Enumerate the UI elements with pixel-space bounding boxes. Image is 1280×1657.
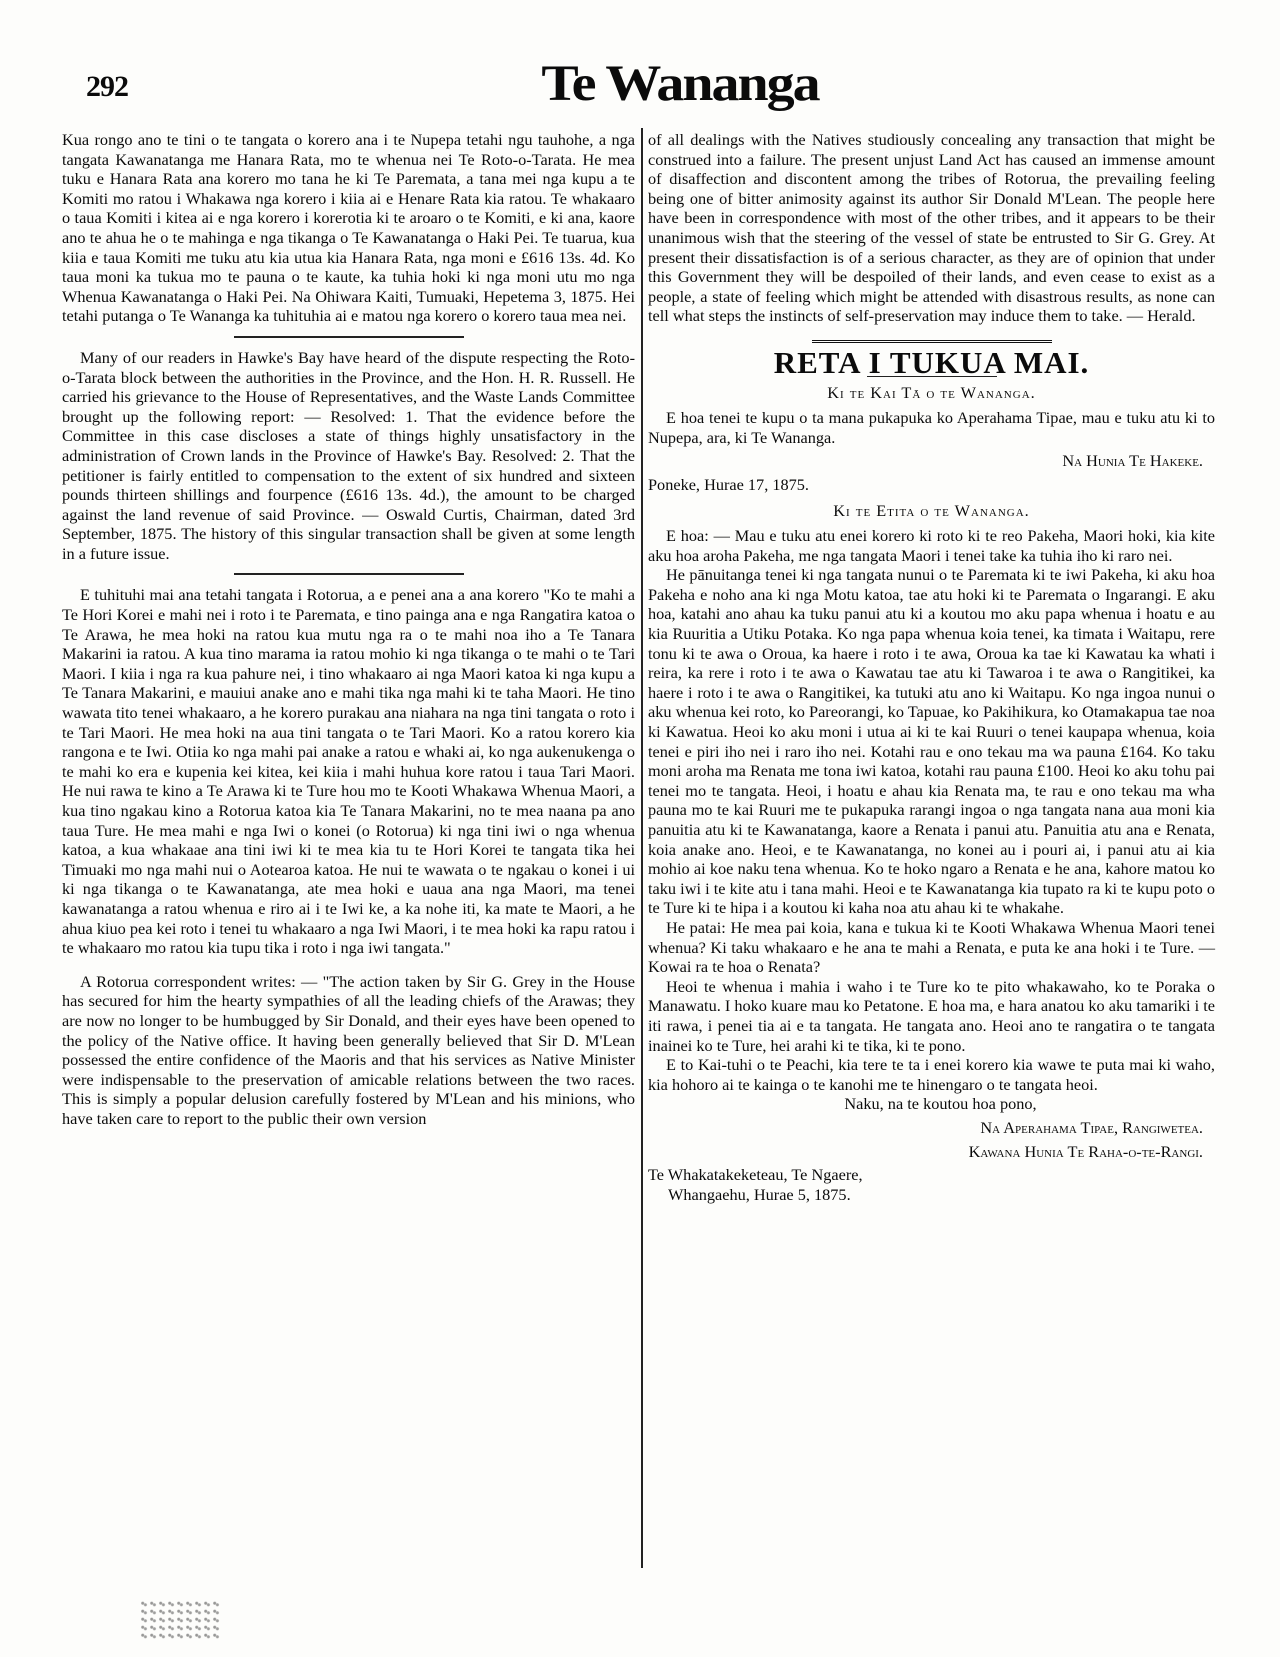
closing-line: Naku, na te koutou hoa pono, — [844, 1094, 1037, 1114]
letter-paragraph: E to Kai-tuhi o te Peachi, kia tere te ta i enei korero kia wawe te puta mai ki waho, kia hohoro ai te kainga o te kanohi me te hinengaro o te tangata heoi. — [648, 1055, 1215, 1094]
divider — [234, 336, 464, 338]
article-english-rototarata: Many of our readers in Hawke's Bay have heard of the dispute respecting the Roto-o-Tarata block between the authorities in the Province, and the Hon. H. R. Russell. He carried his grievance to the House of Representatives, and the Waste Lands Committee brought up the following report: — Resolved: 1. That the evidence before the Committee in this case discloses a state of things highly unsatisfactory in the administration of Crown lands in the Province of Hawke's Bay. Resolved: 2. That the petitioner is fairly entitled to compensation to the extent of six hundred and sixteen pounds thirteen shillings and fourpence (£616 13s. 4d.), the amount to be charged against the land revenue of said Province. — Oswald Curtis, Chairman, dated 3rd September, 1875. The history of this singular transaction shall be given at some length in a future issue. — [62, 347, 635, 563]
article-english-rotorua: A Rotorua correspondent writes: — "The action taken by Sir G. Grey in the House has secured for him the hearty sympathies of all the leading chiefs of the Arawas; they are now no longer to be humbugged by Sir Donald, and their eyes have been opened to the policy of the Native office. It having been generally believed that Sir D. M'Lean possessed the entire confidence of the Maoris and that his services as Native Minister were indispensable to the preservation of amicable relations between the two races. This is simply a popular delusion carefully fostered by M'Lean and his minions, who have taken care to report to the public their own version — [62, 971, 635, 1128]
masthead-title: Te Wananga — [541, 56, 819, 112]
column-divider — [641, 128, 643, 1568]
divider — [234, 573, 464, 575]
letter-intro: E hoa tenei te kupu o ta mana pukapuka ko Aperahama Tipae, mau e tuku atu ki to Nupepa, ara, ki Te Wananga. — [648, 408, 1215, 447]
article-maori-rototarata: Kua rongo ano te tini o te tangata o korero ana i te Nupepa tetahi ngu tauhohe, a nga tangata Kawanatanga me Hanara Rata, mo te whenua nei Te Roto-o-Tarata. He mea tuku e Hanara Rata ana korero mo tana he ki Te Paremata, a tana mei nga kupu a te Komiti mo ratou i Whakawa nga korero i kiia ai e Henare Rata kia ratou. Te whakaaro o taua Komiti i kitea ai e nga korero i korerotia ki te aroaro o te Komiti, e ki ana, kaore ano te ahua he o te mahinga e nga tikanga o Te Kawanatanga o Haki Pei. Te tuarua, kua kiia e taua Komiti me tuku atu kia utua kia Hanara Rata, nga moni e £616 13s. 4d. Ko taua moni ka tukua mo te pauna o te kaute, ka tuhia hoki ki nga moni utu mo nga Whenua Kawanatanga o Haki Pei. Na Ohiwara Kaiti, Tumuaki, Hepetema 3, 1875. Hei tetahi putanga o Te Wananga ka tuhituhia ai e matou nga korero o korero taua mea nei. — [62, 130, 635, 326]
right-column — [648, 130, 1215, 1204]
signature: Na Hunia Te Hakeke. — [1062, 451, 1203, 471]
address-line: Ki te Kai Tā o te Wananga. — [827, 382, 1036, 402]
left-column — [62, 130, 635, 1129]
article-english-continued: of all dealings with the Natives studiously concealing any transaction that might be construed into a failure. The present unjust Land Act has caused an immense amount of disaffection and discontent among the tribes of Rotorua, the prevailing feeling being one of bitter animosity against its author Sir Donald M'Lean. The people here have been in correspondence with most of the other tribes, and it appears to be their unanimous wish that the steering of the vessel of state be entrusted to Sir G. Grey. At present their dissatisfaction is of a serious character, as they are of opinion that under this Government they will be despoiled of their lands, and even cease to exist as a people, a state of feeling which might be attended with disastrous results, as none can tell what steps the instincts of self-preservation may induce them to take. — Herald. — [648, 130, 1215, 326]
dateline: Whangaehu, Hurae 5, 1875. — [668, 1184, 851, 1204]
address-line: Ki te Etita o te Wananga. — [833, 500, 1030, 520]
article-maori-rotorua: E tuhituhi mai ana tetahi tangata i Rotorua, a e penei ana a ana korero "Ko te mahi a Te Hori Korei e mahi nei i roto i te Paremata, e tino painga ana e nga Rangatira katoa o Te Arawa, he mea hoki na ratou kua mutu nga ra o te mahi noa iho a Te Tanara Makarini ia ratou. A kua tino marama ia ratou mohio ki nga tikanga o te mahi o te Tari Maori. I kiia i nga ra kua pahure nei, i tino whakaaro ai nga Maori katoa ki nga kupu a Te Tanara Makarini, e mauiui anake ano e mahi tika nga mahi ki te taha Maori. He tino wawata tito tenei whakaaro, a he korero purakau ana niahara na nga tini tangata o roto i te Tari Maori. He mea hoki na aua tini tangata o te Tari Maori. Ko a ratou korero kia rangona e te Iwi. Otiia ko nga mahi pai anake a ratou e whaki ai, ko nga aukenukenga o te mahi ko era e kupenia kei kitea, kei kiia i mahi huhua kore ratou i taua Tari Maori. He nui rawa te kino a Te Arawa ki te Ture hou mo te Kooti Whakawa Whenua Maori, a kua tino ngakau kino a Rotorua katoa kia Te Tanara Makarini, no te mea naana pa ano taua Ture. He mea mahi e nga Iwi o konei (o Rotorua) ki nga tini iwi o nga whenua katoa, a kua whakaae ana tini iwi ki te mea kia tu te Hori Korei te tangata tika hei Timuaki mo nga mahi nui o Aotearoa katoa. He nui te wawata o te ngakau o konei i ui ki nga tikanga o te Kawanatanga, ate mea hoki e uaua ana nga Maori, ma tenei kawanatanga a ratou whenua e riro ai i te Iwi ke, a ka nohe iti, ka mate te Maori, a he ahua kiuo pea kei roto i tenei tu whakaaro a nga Iwi Maori, i te mea hoki ka rapu ratou i te whakaaro mo ratou kia tupu tika i roto i nga iwi tangata." — [62, 585, 635, 958]
letter-paragraph: He patai: He mea pai koia, kana e tukua ki te Kooti Whakawa Whenua Maori tenei whenua? Ki taku whakaaro e he ana te mahi a Renata, e puta ke ana hoki i te Ture. — Kowai ra te hoa o Renata? — [648, 917, 1215, 977]
signature: Na Aperahama Tipae, Rangiwetea. — [980, 1117, 1203, 1137]
letter-paragraph: Heoi te whenua i mahia i waho i te Ture ko te pito whakawaho, ko te Poraka o Manawatu. I hoko kuare mau ko Petatone. E hoa ma, e hara anatou ko aku tamariki i te iti rawa, i penei tia ai e ta tangata. He tangata ano. Heoi ano te rangatira o te tangata inainei ko te Ture, hei arahi ki te tika, ki te pono. — [648, 976, 1215, 1055]
section-heading: RETA I TUKUA MAI. — [773, 344, 1090, 380]
page-number: 292 — [86, 70, 128, 103]
letter-paragraph: He pānuitanga tenei ki nga tangata nunui o te Paremata ki te iwi Pakeha, ki aku hoa Pakeha e noho ana ki nga Motu katoa, tae atu hoki ki te Paremata o Ingarangi. E aku hoa, katahi ano ahau ka tuku panui atu ki a koutou mo aku papa whenua i hoatu e au kia Ruuritia a Utiku Potaka. Ko nga papa whenua koia tenei, ka timata i Waitapu, rere tonu ki te awa o Oroua, ka haere i roto i te awa, Oroua ka tae ki Kawatau ka whati i reira, ka rere i roto i te awa o Kawatau tae atu ki Tawaroa i te awa o Rangitikei, ka haere i roto i te awa o Rangitikei, ka tutuki atu ano ki Waitapu. Ko nga ingoa nunui o aku whenua kei roto, ko Pareorangi, ko Tapuae, ko Pakihikura, ko Otamakapua tae noa ki Kawatua. Heoi ko aku moni i utua ai ki te kai Ruuri o tenei kaupapa whenua, koia tenei e piri iho nei i raro iho nei. Kotahi rau e ono tekau ma wa pauna £164. Ko taku moni aroha ma Renata me tona iwi katoa, kotahi rau pauna £100. Heoi ko aku tohu pai tenei mo te tangata. Heoi, i hoatu e ahau kia Renata ma, te rau e ono tekau ma wha pauna mo te kai Ruuri me te pukapuka rarangi ingoa o nga tangata nana aua moni kia panuitia atu ki te Kawanatanga, kaore a Renata i panui atu. Panuitia atu ana e Renata, koia anake ano. Heoi, e te Kawanatanga, no konei au i pouri ai, i panui atu ai kia mohio ai koe naku tena whenua. Ko te hoko ngaro a Renata e he ana, kahore matou ko taku iwi i te kite atu i tana mahi. Heoi e te Kawanatanga kia tupato ra ki te kupu poto o te Ture ki te hipa i a koutou ki kaha noa atu ahau ki te whakahe. — [648, 565, 1215, 918]
letter-paragraph: E hoa: — Mau e tuku atu enei korero ki roto ki te reo Pakeha, Maori hoki, kia kite aku hoa aroha Pakeha, me nga tangata Maori i tenei take ka tuhia iho ki raro nei. — [648, 526, 1215, 565]
dateline: Poneke, Hurae 17, 1875. — [648, 474, 809, 494]
print-speckle — [140, 1600, 220, 1640]
double-divider — [812, 340, 1052, 343]
signature: Kawana Hunia Te Raha-o-te-Rangi. — [968, 1141, 1203, 1161]
place-line: Te Whakatakeketeau, Te Ngaere, — [648, 1165, 863, 1185]
